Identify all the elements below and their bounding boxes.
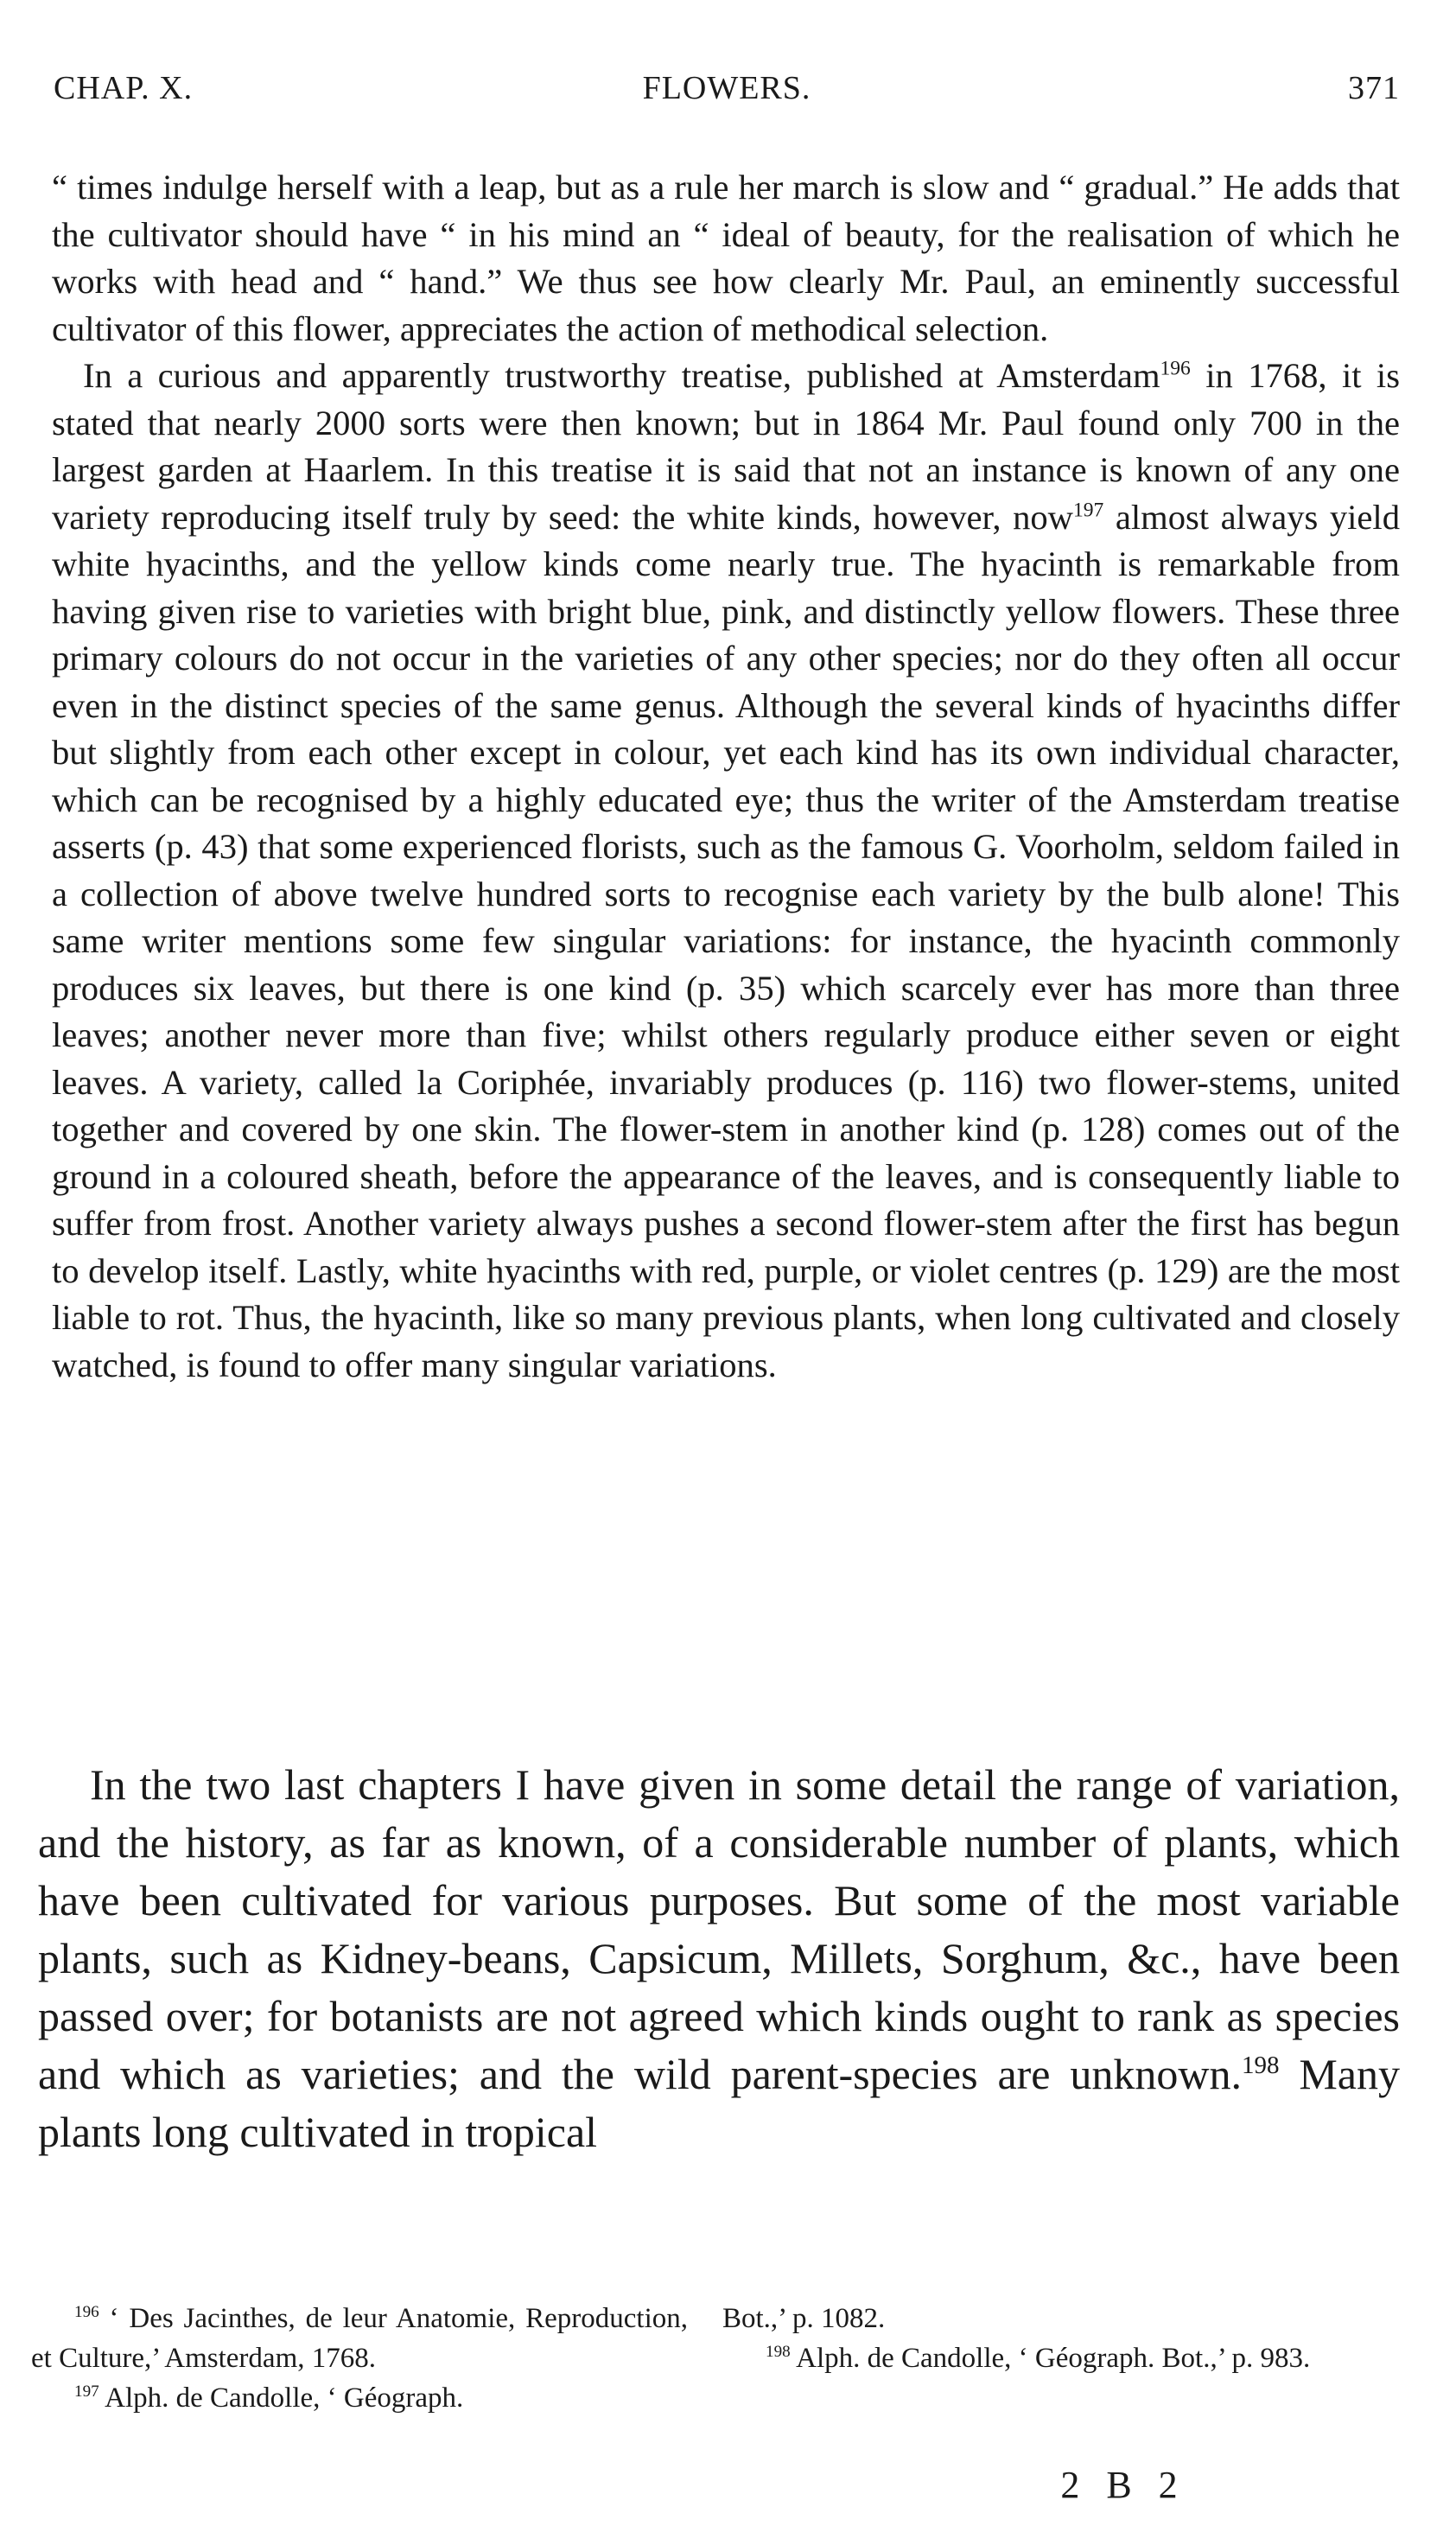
footnote-197 (31, 2378, 688, 2418)
footnote-197-continuation: Bot.,’ p. 1082. (722, 2303, 886, 2334)
chapter-label: CHAP. X. (54, 70, 194, 106)
page-number: 371 (1348, 70, 1400, 106)
signature-mark: 2 B 2 (1060, 2464, 1186, 2506)
text-segment: Many plants long cultivated in tropical (38, 2050, 1400, 2156)
main-text (52, 164, 1400, 1389)
footnotes-right-column (722, 2299, 1370, 2378)
footnote-number: 197 (74, 2382, 99, 2402)
footnote-ref-196: 196 (1160, 357, 1191, 380)
text-segment: In the two last chapters I have given in some detail the range of variation, and the history, as far as known, of a considerable number of plants, which have been cultivated for various purposes. But some of the most variable plants, such as Kidney-beans, Capsicum, Millets, Sorghum, &c., have been passed over; for botanists are not agreed which kinds ought to rank as species and which as varieties; and the wild parent-species are unknown. (38, 1760, 1400, 2098)
running-title: FLOWERS. (642, 70, 811, 106)
footnote-ref-197: 197 (1072, 498, 1104, 521)
footnote-text: ‘ Des Jacinthes, de leur Anatomie, Reproduction, et Culture,’ Amsterdam, 1768. (31, 2303, 688, 2374)
footnote-196 (31, 2299, 688, 2378)
footnote-text: Alph. de Candolle, ‘ Géograph. (99, 2382, 464, 2414)
text-segment: in 1768, it is stated that nearly 2000 sorts were then known; but in 1864 Mr. Paul found only 700 in the largest garden at Haarlem. In this treatise it is said that not an instance is known of any one variety reproducing itself truly by seed: the white kinds, however, now (52, 356, 1400, 537)
footnote-198 (722, 2338, 1370, 2378)
text-segment: almost always yield white hyacinths, and the yellow kinds come nearly true. The hyacinth is remarkable from having given rise to varieties with bright blue, pink, and distinctly yellow flowers. These three primary colours do not occur in the varieties of any other species; nor do they often all occur even in the distinct species of the same genus. Although the several kinds of hyacinths differ but slightly from each other except in colour, yet each kind has its own individual character, which can be recognised by a highly educated eye; thus the writer of the Amsterdam treatise asserts (p. 43) that some experienced florists, such as the famous G. Voorholm, seldom failed in a collection of above twelve hundred sorts to recognise each variety by the bulb alone! This same writer mentions some few singular variations: for instance, the hyacinth commonly produces six leaves, but there is one kind (p. 35) which scarcely ever has more than three leaves; another never more than five; whilst others regularly produce either seven or eight leaves. A variety, called la Coriphée, invariably produces (p. 116) two flower-stems, united together and covered by one skin. The flower-stem in another kind (p. 128) comes out of the ground in a coloured sheath, before the appearance of the leaves, and is consequently liable to suffer from frost. Another variety always pushes a second flower-stem after the first has begun to develop itself. Lastly, white hyacinths with red, purple, or violet centres (p. 129) are the most liable to rot. Thus, the hyacinth, like so many previous plants, when long cultivated and closely watched, is found to offer many singular variations. (52, 497, 1400, 1384)
footnote-text: Alph. de Candolle, ‘ Géograph. Bot.,’ p. 983. (790, 2343, 1311, 2374)
paragraph-quote-continuation: “ times indulge herself with a leap, but as a rule her march is slow and “ gradual.” He adds that the cultivator should have “ in his mind an “ ideal of beauty, for the realisation of which he works with head and “ hand.” We thus see how clearly Mr. Paul, an eminently successful cultivator of this flower, appreciates the action of methodical selection. (52, 168, 1400, 348)
text-segment: In a curious and apparently trustworthy treatise, published at Amsterdam (83, 356, 1160, 395)
footnote-number: 198 (766, 2343, 791, 2362)
footnotes-left-column (31, 2299, 688, 2418)
footnote-number: 196 (74, 2303, 99, 2322)
paragraph-summary (38, 1756, 1400, 2161)
paragraph-amsterdam-treatise (52, 353, 1400, 1389)
footnote-ref-198: 198 (1241, 2052, 1280, 2080)
running-header (54, 69, 1400, 121)
footnotes (31, 2299, 1370, 2420)
summary-text (38, 1756, 1400, 2161)
